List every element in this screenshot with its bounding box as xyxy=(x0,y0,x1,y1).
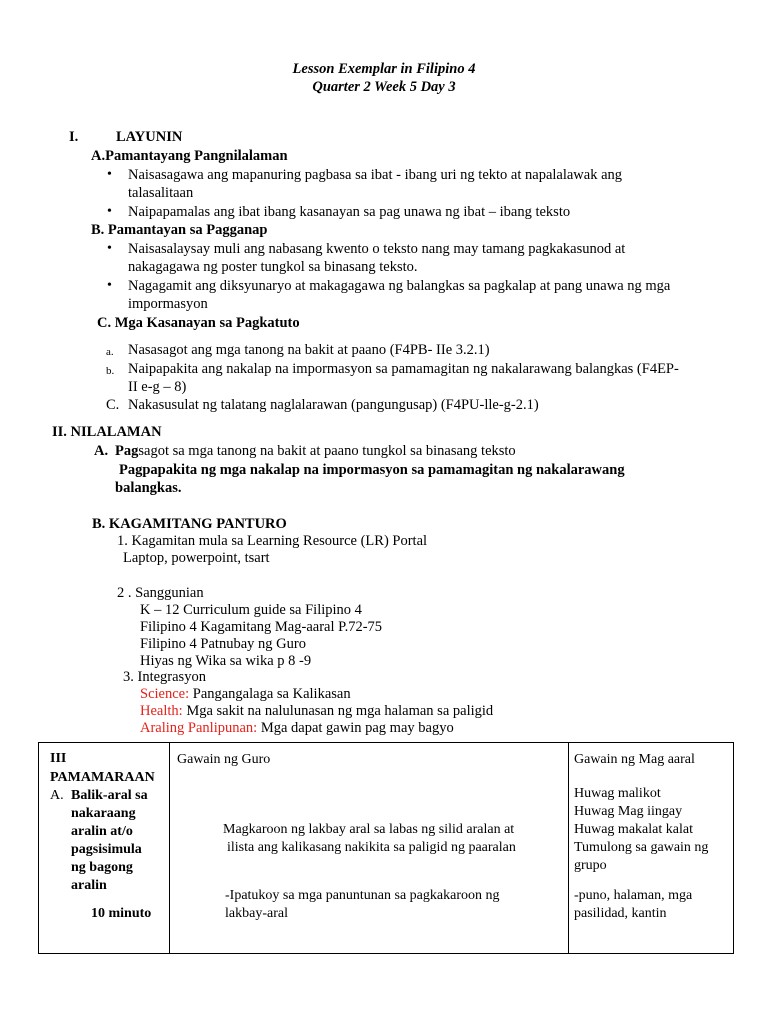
guro-p2-line-1: -Ipatukoy sa mga panuntunan sa pagkakaroon ng xyxy=(225,888,500,903)
rule-line: Huwag makalat kalat xyxy=(574,822,693,837)
a-item-1-line-2: talasalitaan xyxy=(128,185,194,201)
table-head-mag-aaral: Gawain ng Mag aaral xyxy=(574,752,695,767)
guro-p2-line-2: lakbay-aral xyxy=(225,906,288,921)
step-line: nakaraang xyxy=(71,806,136,821)
kagamitan-item-1-sub: Laptop, powerpoint, tsart xyxy=(123,550,270,566)
sanggunian-item: Filipino 4 Kagamitang Mag-aaral P.72-75 xyxy=(140,619,383,635)
integrasyon-health: Health: Mga sakit na nalulunasan ng mga halaman sa paligid xyxy=(140,703,494,719)
sanggunian-item: K – 12 Curriculum guide sa Filipino 4 xyxy=(140,602,362,618)
step-line: Balik-aral sa xyxy=(71,788,148,803)
section-2-title: II. NILALAMAN xyxy=(52,424,162,440)
b-item-2-line-1: Nagagamit ang diksyunaryo at makagagawa ng balangkas sa pagkalap at pang unawa ng mga xyxy=(128,278,671,294)
guro-p1-line-1: Magkaroon ng lakbay aral sa labas ng silid aralan at xyxy=(223,822,515,837)
section-1-title: LAYUNIN xyxy=(116,129,183,145)
subheading-a: A.Pamantayang Pangnilalaman xyxy=(91,148,288,164)
table-col-mag-aaral xyxy=(569,743,734,954)
c-marker-b: b. xyxy=(106,365,115,377)
bullet-icon: • xyxy=(107,278,112,293)
a-item-2-line-1: Naipapamalas ang ibat ibang kasanayan sa pag unawa ng ibat – ibang teksto xyxy=(128,204,571,220)
integrasyon-ap: Araling Panlipunan: Mga dapat gawin pag may bagyo xyxy=(140,720,454,736)
c-marker-c: C. xyxy=(106,397,120,413)
rule-line: Tumulong sa gawain ng xyxy=(574,840,709,855)
nilalaman-bold-line-1: Pagpapakita ng mga nakalap na impormasyon sa pamamagitan ng nakalarawang xyxy=(119,462,625,478)
bullet-icon: • xyxy=(107,167,112,182)
integrasyon-label: Science: xyxy=(140,686,190,702)
c-item-a: Nasasagot ang mga tanong na bakit at paano (F4PB- IIe 3.2.1) xyxy=(128,342,490,358)
b-item-1-line-1: Naisasalaysay muli ang nabasang kwento o teksto nang may tamang pagkakasunod at xyxy=(128,241,626,257)
table-col-pamamaraan xyxy=(39,743,170,954)
rule-line: Huwag malikot xyxy=(574,786,661,801)
title-line-2: Quarter 2 Week 5 Day 3 xyxy=(312,79,456,95)
b-item-2-line-2: impormasyon xyxy=(128,296,208,312)
step-line: aralin at/o xyxy=(71,824,133,839)
bullet-icon: • xyxy=(107,241,112,256)
table-col-guro xyxy=(170,743,569,954)
answer-line: -puno, halaman, mga xyxy=(574,888,693,903)
c-item-b-line-2: II e-g – 8) xyxy=(128,379,187,395)
nilalaman-bold-line-2: balangkas. xyxy=(115,480,182,496)
table-head-guro: Gawain ng Guro xyxy=(177,752,271,767)
guro-p1-line-2: ilista ang kalikasang nakikita sa paligid ng paaralan xyxy=(227,840,516,855)
rule-line: Huwag Mag iingay xyxy=(574,804,683,819)
pamamaraan-table xyxy=(38,742,734,954)
section-1-numeral: I. xyxy=(69,129,79,145)
step-line: ng bagong xyxy=(71,860,133,875)
step-line: pagsisimula xyxy=(71,842,142,857)
kagamitan-title: B. KAGAMITANG PANTURO xyxy=(92,516,287,532)
rule-line: grupo xyxy=(574,858,607,873)
nilalaman-a-marker: A. xyxy=(94,443,109,459)
subheading-b: B. Pamantayan sa Pagganap xyxy=(91,222,268,238)
b-item-1-line-2: nakagagawa ng poster tungkol sa binasang teksto. xyxy=(128,259,418,275)
table-head-pamamaraan: PAMAMARAAN xyxy=(50,770,155,785)
sanggunian-item: Hiyas ng Wika sa wika p 8 -9 xyxy=(140,653,312,669)
integrasyon-science: Science: Pangangalaga sa Kalikasan xyxy=(140,686,351,702)
step-marker: A. xyxy=(50,788,64,803)
nilalaman-a-text xyxy=(115,442,516,460)
integrasyon-label: Araling Panlipunan: xyxy=(140,720,258,736)
integrasyon-label: Health: xyxy=(140,703,183,719)
c-item-b-line-1: Naipapakita ang nakalap na impormasyon sa pamamagitan ng nakalarawang balangkas (F4EP- xyxy=(128,361,679,377)
sanggunian-item: Filipino 4 Patnubay ng Guro xyxy=(140,636,306,652)
a-item-1-line-1: Naisasagawa ang mapanuring pagbasa sa ibat - ibang uri ng tekto at napalalawak ang xyxy=(128,167,623,183)
c-item-c: Nakasusulat ng talatang naglalarawan (pangungusap) (F4PU-lle-g-2.1) xyxy=(128,397,539,413)
table-head-iii: III xyxy=(50,751,67,766)
title-line-1: Lesson Exemplar in Filipino 4 xyxy=(292,61,476,77)
kagamitan-item-1: 1. Kagamitan mula sa Learning Resource (LR) Portal xyxy=(117,533,428,549)
sanggunian-title: 2 . Sanggunian xyxy=(117,585,204,601)
subheading-c: C. Mga Kasanayan sa Pagkatuto xyxy=(97,315,300,331)
step-line: aralin xyxy=(71,878,107,893)
bullet-icon: • xyxy=(107,204,112,219)
nilalaman-a-rest: sagot sa mga tanong na bakit at paano tungkol sa binasang teksto xyxy=(138,443,516,459)
c-marker-a: a. xyxy=(106,346,114,358)
step-time: 10 minuto xyxy=(91,906,152,921)
nilalaman-a-bold: Pag xyxy=(115,443,139,459)
answer-line: pasilidad, kantin xyxy=(574,906,667,921)
integrasyon-title: 3. Integrasyon xyxy=(123,669,206,685)
